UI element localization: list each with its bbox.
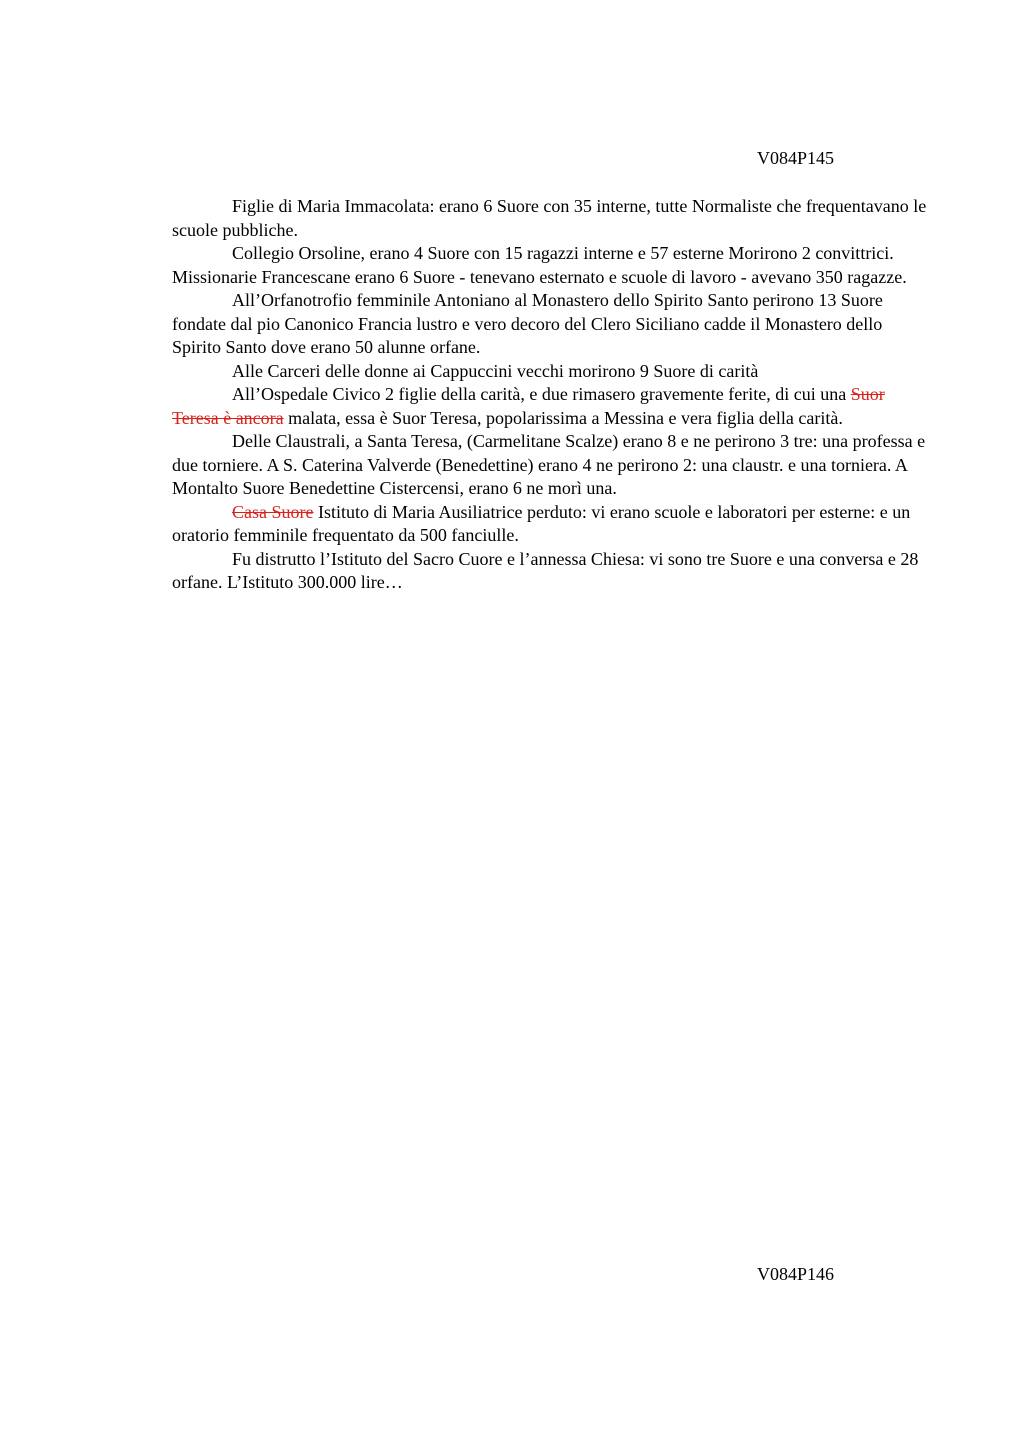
deleted-text: Casa Suore (232, 501, 314, 522)
paragraph-figlie-maria-immacolata (172, 195, 932, 242)
paragraph-claustrali (172, 430, 932, 501)
deleted-text: Suor Teresa è ancora (172, 384, 885, 428)
text-segment: All’Ospedale Civico 2 figlie della carità, e due rimasero gravemente ferite, di cui una (232, 384, 851, 404)
text-segment: Alle Carceri delle donne ai Cappuccini vecchi morirono 9 Suore di carità (232, 360, 759, 381)
text-segment: Fu distrutto l’Istituto del Sacro Cuore e l’annessa Chiesa: vi sono tre Suore e una conversa e 28 orfane. L’Istituto 300.000 lire… (172, 548, 919, 592)
paragraph-orfanotrofio-antoniano (172, 289, 932, 360)
text-segment: All’Orfanotrofio femminile Antoniano al Monastero dello Spirito Santo perirono 13 Suore fondate dal pio Canonico Francia lustro e vero decoro del Clero Siciliano cadde il Monastero dello Spirito Santo dove erano 50 alunne orfane. (172, 290, 883, 357)
paragraph-maria-ausiliatrice (172, 501, 932, 548)
paragraph-carceri-donne (172, 360, 932, 384)
paragraph-collegio-orsoline (172, 242, 932, 289)
paragraph-sacro-cuore (172, 548, 932, 595)
text-segment: Delle Claustrali, a Santa Teresa, (Carmelitane Scalze) erano 8 e ne perirono 3 tre: una professa e due torniere. A S. Caterina Valverde (Benedettine) erano 4 ne perirono 2: una claustr. e una torniera. A Montalto Suore Benedettine Cistercensi, erano 6 ne morì una. (172, 431, 926, 498)
document-body (172, 195, 932, 595)
paragraph-ospedale-civico (172, 383, 932, 430)
text-segment: Collegio Orsoline, erano 4 Suore con 15 ragazzi interne e 57 esterne Morirono 2 convittrici. Missionarie Francescane erano 6 Suore - tenevano esternato e scuole di lavoro - avevano 350 ragazze. (172, 243, 907, 287)
text-segment: malata, essa è Suor Teresa, popolarissima a Messina e vera figlia della carità. (283, 407, 843, 428)
page-code-top: V084P145 (757, 148, 835, 168)
page-code-bottom: V084P146 (757, 1264, 835, 1284)
text-segment: Istituto di Maria Ausiliatrice perduto: vi erano scuole e laboratori per esterne: e un oratorio femminile frequentato da 500 fanciulle. (172, 501, 911, 545)
text-segment: Figlie di Maria Immacolata: erano 6 Suore con 35 interne, tutte Normaliste che frequentavano le scuole pubbliche. (172, 196, 927, 240)
